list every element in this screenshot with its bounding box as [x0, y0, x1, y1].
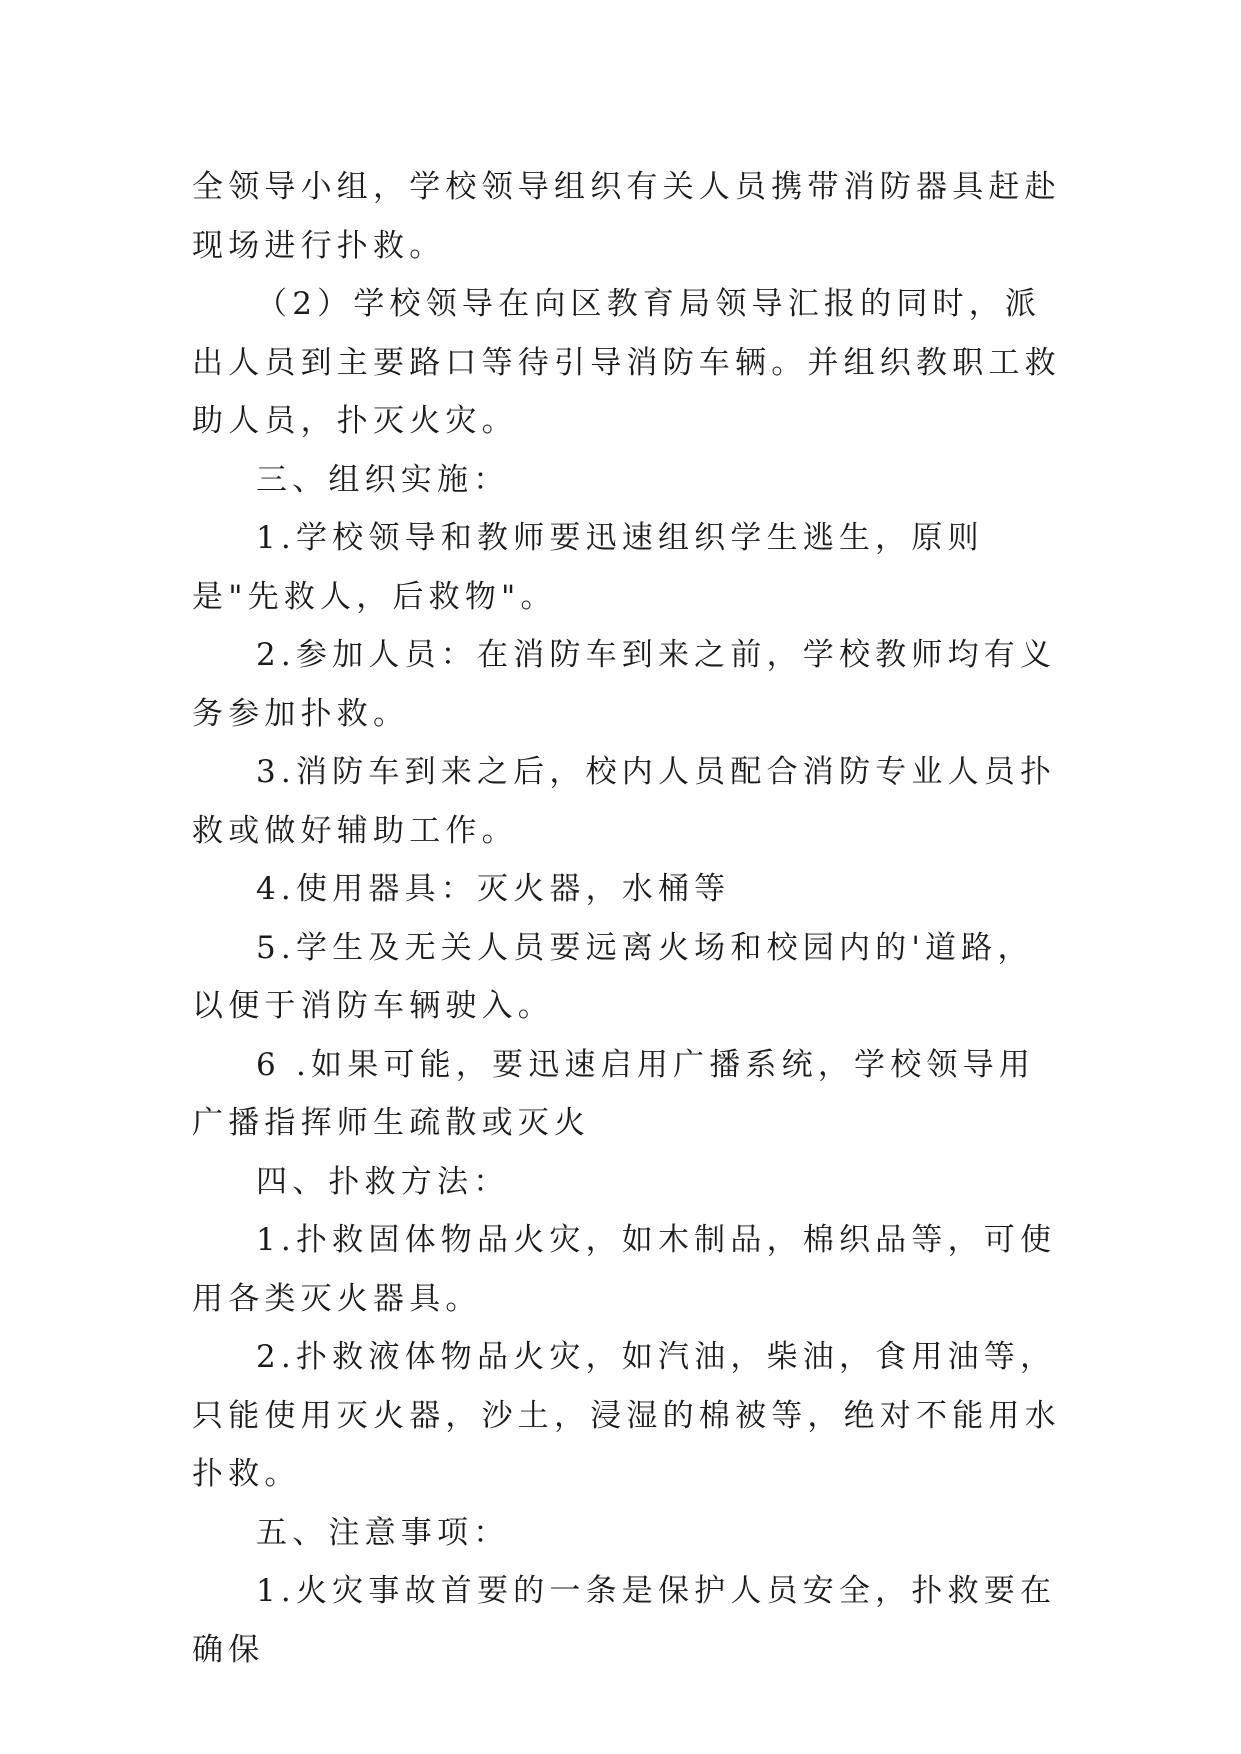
list-item: 5.学生及无关人员要远离火场和校园内的'道路，以便于消防车辆驶入。 — [192, 929, 1034, 1024]
section-heading: 五、注意事项： — [256, 1514, 510, 1551]
list-item: 6 .如果可能，要迅速启用广播系统，学校领导用广播指挥师生疏散或灭火 — [192, 1046, 1036, 1141]
section-heading: 三、组织实施： — [256, 461, 510, 498]
section-heading: 四、扑救方法： — [256, 1163, 510, 1200]
paragraph: 全领导小组，学校领导组织有关人员携带消防器具赶赴现场进行扑救。 — [192, 169, 1061, 264]
list-item: 4.使用器具：灭火器，水桶等 — [256, 871, 731, 907]
list-item: 2.扑救液体物品火灾，如汽油，柴油，食用油等，只能使用灭火器，沙土，浸湿的棉被等，绝对不能用水扑救。 — [192, 1339, 1061, 1492]
list-item: 1.学校领导和教师要迅速组织学生逃生，原则是"先救人，后救物"。 — [192, 520, 984, 615]
paragraph: （2）学校领导在向区教育局领导汇报的同时，派出人员到主要路口等待引导消防车辆。并组织教职工救助人员，扑灭火灾。 — [192, 286, 1061, 439]
list-item: 2.参加人员：在消防车到来之前，学校教师均有义务参加扑救。 — [192, 637, 1057, 732]
list-item: 3.消防车到来之后，校内人员配合消防专业人员扑救或做好辅助工作。 — [192, 754, 1057, 849]
list-item: 1.火灾事故首要的一条是保护人员安全，扑救要在确保 — [192, 1573, 1057, 1668]
list-item: 1.扑救固体物品火灾，如木制品，棉织品等，可使用各类灭火器具。 — [192, 1222, 1057, 1317]
document-body — [192, 158, 1062, 1679]
